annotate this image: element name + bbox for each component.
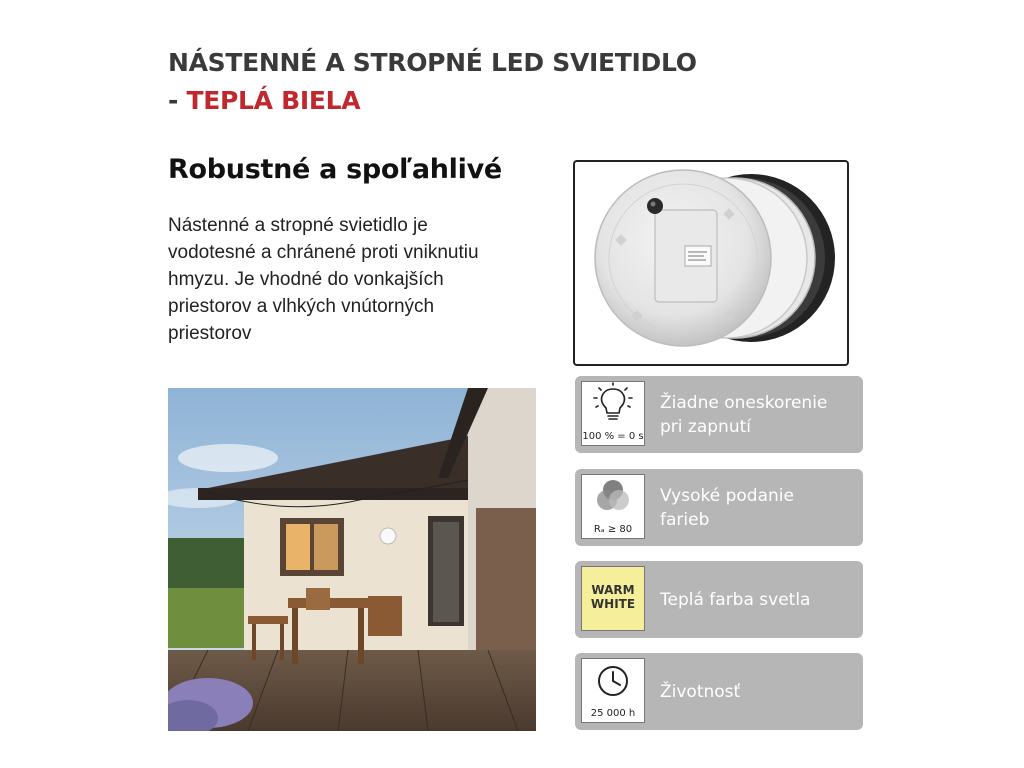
feature-label-line: Teplá farba svetla	[660, 589, 811, 610]
title-accent: TEPLÁ BIELA	[186, 86, 361, 115]
icon-caption: Rₐ ≥ 80	[593, 524, 633, 535]
section-subtitle: Robustné a spoľahlivé	[168, 154, 502, 185]
icon-caption: 25 000 h	[590, 708, 636, 719]
title-line-1: NÁSTENNÉ A STROPNÉ LED SVIETIDLO	[168, 48, 697, 77]
icon-box	[581, 658, 645, 723]
icon-box	[581, 381, 645, 446]
feature-no-delay	[575, 376, 863, 453]
house-illustration	[168, 388, 536, 731]
product-description	[168, 212, 548, 347]
feature-label-line: Životnosť	[660, 681, 741, 702]
clock-icon	[582, 659, 644, 705]
feature-label	[660, 680, 850, 704]
warm-white-icon-text	[582, 583, 644, 611]
warm-text-line: WHITE	[590, 597, 636, 611]
title-dash: -	[168, 86, 187, 115]
house-terrace-photo	[168, 388, 536, 731]
feature-label-line: pri zapnutí	[660, 416, 751, 437]
page-title	[168, 44, 697, 120]
luminaire-back-image	[575, 162, 847, 364]
feature-label-line: farieb	[660, 509, 710, 530]
feature-label	[660, 484, 850, 532]
feature-label-line: Vysoké podanie	[660, 485, 794, 506]
product-image-frame	[573, 160, 849, 366]
icon-box	[581, 474, 645, 539]
description-line: priestorov a vlhkých vnútorných	[168, 296, 435, 317]
description-line: Nástenné a stropné svietidlo je	[168, 215, 428, 236]
warm-white-icon	[581, 566, 645, 631]
feature-color-rendering	[575, 469, 863, 546]
feature-label-line: Žiadne oneskorenie	[660, 392, 828, 413]
feature-label	[660, 588, 850, 612]
feature-label	[660, 391, 850, 439]
description-line: vodotesné a chránené proti vniknutiu	[168, 242, 479, 263]
feature-lifetime	[575, 653, 863, 730]
description-line: priestorov	[168, 323, 252, 344]
description-line: hmyzu. Je vhodné do vonkajších	[168, 269, 444, 290]
bulb-icon	[582, 382, 644, 428]
icon-caption: 100 % = 0 s	[582, 431, 644, 442]
warm-text-line: WARM	[591, 583, 635, 597]
feature-warm-light	[575, 561, 863, 638]
color-rendering-icon	[582, 475, 644, 521]
